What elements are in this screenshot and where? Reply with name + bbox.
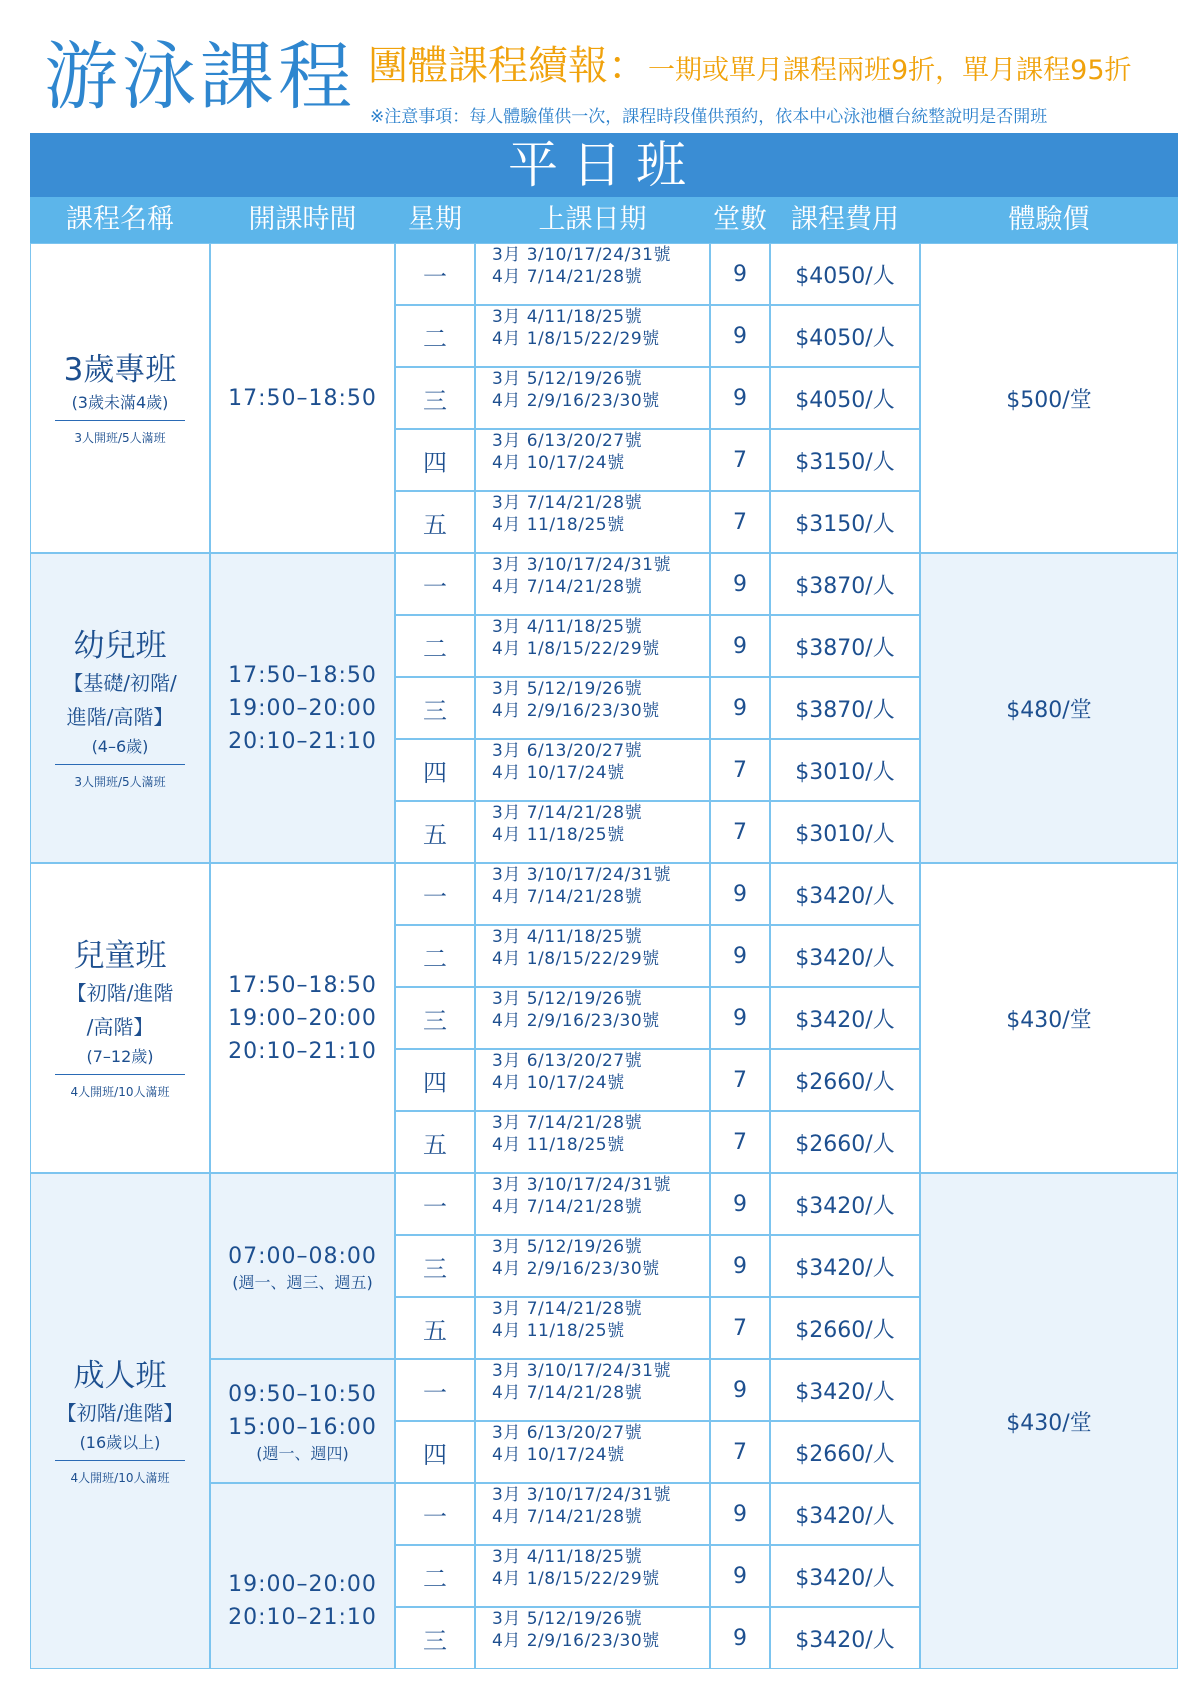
col-dates: 上課日期 bbox=[538, 204, 647, 235]
weekday-cell: 三 bbox=[395, 1235, 475, 1297]
sessions-cell: 9 bbox=[710, 1545, 770, 1607]
col-trial: 體驗價 bbox=[1008, 204, 1090, 235]
dates-march: 3月 7/14/21/28號 bbox=[492, 1299, 643, 1319]
fee-cell: $3010/人 bbox=[770, 801, 920, 863]
dates-march: 3月 7/14/21/28號 bbox=[492, 803, 643, 823]
fee-cell: $3420/人 bbox=[770, 1545, 920, 1607]
weekday-cell: 三 bbox=[395, 1607, 475, 1669]
class-time-cell bbox=[210, 1483, 395, 1669]
course-level: /高階】 bbox=[86, 1015, 154, 1039]
dates-march: 3月 6/13/20/27號 bbox=[492, 1051, 643, 1071]
course-age: (16歲以上) bbox=[79, 1433, 161, 1452]
dates-april: 4月 1/8/15/22/29號 bbox=[492, 949, 660, 969]
class-time: 17:50–18:50 bbox=[228, 972, 377, 998]
course-capacity: 4人開班/10人滿班 bbox=[70, 1471, 170, 1485]
promo-detail: 一期或單月課程兩班9折，單月課程95折 bbox=[648, 55, 1132, 86]
weekday-cell: 二 bbox=[395, 925, 475, 987]
weekday-cell: 五 bbox=[395, 491, 475, 553]
dates-march: 3月 6/13/20/27號 bbox=[492, 741, 643, 761]
class-time: 19:00–20:00 bbox=[228, 1005, 377, 1031]
course-level: 進階/高階】 bbox=[66, 705, 174, 729]
divider bbox=[55, 1460, 185, 1461]
fee-cell: $3150/人 bbox=[770, 429, 920, 491]
class-time-cell bbox=[210, 553, 395, 863]
sessions-cell: 7 bbox=[710, 1111, 770, 1173]
weekday-cell: 一 bbox=[395, 1359, 475, 1421]
dates-march: 3月 7/14/21/28號 bbox=[492, 493, 643, 513]
dates-april: 4月 2/9/16/23/30號 bbox=[492, 701, 660, 721]
dates-april: 4月 10/17/24號 bbox=[492, 763, 625, 783]
dates-march: 3月 3/10/17/24/31號 bbox=[492, 555, 671, 575]
fee-cell: $3420/人 bbox=[770, 1483, 920, 1545]
dates-cell bbox=[475, 615, 710, 677]
trial-price-cell: $480/堂 bbox=[920, 553, 1178, 863]
dates-cell bbox=[475, 1297, 710, 1359]
fee-cell: $4050/人 bbox=[770, 305, 920, 367]
sessions-cell: 9 bbox=[710, 615, 770, 677]
table-header bbox=[30, 197, 1178, 243]
sessions-cell: 9 bbox=[710, 1235, 770, 1297]
weekday-cell: 二 bbox=[395, 305, 475, 367]
fee-cell: $4050/人 bbox=[770, 243, 920, 305]
dates-cell bbox=[475, 1421, 710, 1483]
weekday-cell: 一 bbox=[395, 243, 475, 305]
fee-cell: $3870/人 bbox=[770, 615, 920, 677]
dates-cell bbox=[475, 1173, 710, 1235]
class-time: 07:00–08:00 bbox=[228, 1243, 377, 1269]
dates-march: 3月 5/12/19/26號 bbox=[492, 1609, 643, 1629]
class-time: 20:10–21:10 bbox=[228, 1605, 377, 1630]
divider bbox=[55, 764, 185, 765]
course-age: (7–12歲) bbox=[86, 1047, 154, 1066]
dates-march: 3月 6/13/20/27號 bbox=[492, 1423, 643, 1443]
fee-cell: $4050/人 bbox=[770, 367, 920, 429]
sessions-cell: 9 bbox=[710, 925, 770, 987]
dates-march: 3月 7/14/21/28號 bbox=[492, 1113, 643, 1133]
weekday-cell: 三 bbox=[395, 677, 475, 739]
weekday-cell: 一 bbox=[395, 1173, 475, 1235]
course-name-cell bbox=[30, 863, 210, 1173]
dates-cell bbox=[475, 553, 710, 615]
notice-text: ※注意事項：每人體驗僅供一次，課程時段僅供預約，依本中心泳池櫃台統整說明是否開班 bbox=[370, 107, 1048, 127]
class-time: 20:10–21:10 bbox=[228, 1038, 377, 1064]
sessions-cell: 7 bbox=[710, 801, 770, 863]
divider bbox=[55, 420, 185, 421]
dates-cell bbox=[475, 739, 710, 801]
fee-cell: $3420/人 bbox=[770, 1173, 920, 1235]
dates-march: 3月 6/13/20/27號 bbox=[492, 431, 643, 451]
col-fee: 課程費用 bbox=[791, 204, 899, 235]
sessions-cell: 7 bbox=[710, 429, 770, 491]
class-time: 19:00–20:00 bbox=[228, 1572, 377, 1597]
class-time-cell bbox=[210, 863, 395, 1173]
dates-cell bbox=[475, 1049, 710, 1111]
col-weekday: 星期 bbox=[408, 204, 462, 235]
dates-march: 3月 3/10/17/24/31號 bbox=[492, 1361, 671, 1381]
dates-cell bbox=[475, 987, 710, 1049]
dates-cell bbox=[475, 491, 710, 553]
weekday-cell: 五 bbox=[395, 1111, 475, 1173]
trial-price-cell: $430/堂 bbox=[920, 1173, 1178, 1669]
dates-april: 4月 2/9/16/23/30號 bbox=[492, 1011, 660, 1031]
dates-march: 3月 4/11/18/25號 bbox=[492, 617, 643, 637]
sessions-cell: 7 bbox=[710, 1297, 770, 1359]
class-time-cell bbox=[210, 243, 395, 553]
schedule-table bbox=[30, 243, 1178, 1703]
weekday-cell: 四 bbox=[395, 739, 475, 801]
dates-cell bbox=[475, 305, 710, 367]
trial-price-cell: $430/堂 bbox=[920, 863, 1178, 1173]
col-sessions: 堂數 bbox=[713, 204, 767, 235]
dates-cell bbox=[475, 1111, 710, 1173]
sessions-cell: 7 bbox=[710, 1049, 770, 1111]
dates-april: 4月 1/8/15/22/29號 bbox=[492, 639, 660, 659]
course-capacity: 4人開班/10人滿班 bbox=[70, 1085, 170, 1099]
dates-march: 3月 4/11/18/25號 bbox=[492, 307, 643, 327]
dates-cell bbox=[475, 1545, 710, 1607]
dates-april: 4月 11/18/25號 bbox=[492, 515, 625, 535]
sessions-cell: 9 bbox=[710, 677, 770, 739]
class-time: 09:50–10:50 bbox=[228, 1382, 377, 1407]
dates-april: 4月 10/17/24號 bbox=[492, 453, 625, 473]
fee-cell: $3420/人 bbox=[770, 925, 920, 987]
weekday-cell: 一 bbox=[395, 1483, 475, 1545]
weekday-cell: 五 bbox=[395, 1297, 475, 1359]
dates-cell bbox=[475, 925, 710, 987]
dates-april: 4月 10/17/24號 bbox=[492, 1073, 625, 1093]
dates-cell bbox=[475, 429, 710, 491]
sessions-cell: 9 bbox=[710, 863, 770, 925]
weekday-cell: 一 bbox=[395, 863, 475, 925]
dates-cell bbox=[475, 1359, 710, 1421]
course-name-cell bbox=[30, 553, 210, 863]
class-time-cell bbox=[210, 1359, 395, 1483]
dates-april: 4月 7/14/21/28號 bbox=[492, 1507, 643, 1527]
sessions-cell: 9 bbox=[710, 1483, 770, 1545]
dates-march: 3月 3/10/17/24/31號 bbox=[492, 245, 671, 265]
divider bbox=[55, 1074, 185, 1075]
class-time-cell bbox=[210, 1173, 395, 1359]
class-time-note: (週一、週三、週五) bbox=[232, 1272, 373, 1292]
class-time: 17:50–18:50 bbox=[228, 662, 377, 688]
course-level: 【初階/進階】 bbox=[56, 1401, 184, 1425]
dates-april: 4月 2/9/16/23/30號 bbox=[492, 391, 660, 411]
course-name: 成人班 bbox=[73, 1358, 167, 1394]
class-time: 20:10–21:10 bbox=[228, 728, 377, 754]
sessions-cell: 9 bbox=[710, 1173, 770, 1235]
dates-march: 3月 4/11/18/25號 bbox=[492, 1547, 643, 1567]
course-level: 【初階/進階 bbox=[66, 981, 174, 1005]
fee-cell: $3010/人 bbox=[770, 739, 920, 801]
fee-cell: $2660/人 bbox=[770, 1049, 920, 1111]
course-capacity: 3人開班/5人滿班 bbox=[74, 775, 166, 789]
dates-april: 4月 7/14/21/28號 bbox=[492, 1197, 643, 1217]
fee-cell: $3420/人 bbox=[770, 1359, 920, 1421]
fee-cell: $2660/人 bbox=[770, 1111, 920, 1173]
weekday-cell: 五 bbox=[395, 801, 475, 863]
weekday-cell: 四 bbox=[395, 429, 475, 491]
dates-march: 3月 5/12/19/26號 bbox=[492, 369, 643, 389]
dates-march: 3月 5/12/19/26號 bbox=[492, 679, 643, 699]
fee-cell: $3420/人 bbox=[770, 987, 920, 1049]
weekday-cell: 三 bbox=[395, 987, 475, 1049]
dates-april: 4月 7/14/21/28號 bbox=[492, 887, 643, 907]
col-time: 開課時間 bbox=[248, 204, 357, 235]
sessions-cell: 9 bbox=[710, 243, 770, 305]
dates-march: 3月 3/10/17/24/31號 bbox=[492, 865, 671, 885]
fee-cell: $2660/人 bbox=[770, 1421, 920, 1483]
col-course-name: 課程名稱 bbox=[66, 204, 174, 235]
weekday-cell: 四 bbox=[395, 1049, 475, 1111]
dates-cell bbox=[475, 1235, 710, 1297]
sessions-cell: 7 bbox=[710, 491, 770, 553]
dates-cell bbox=[475, 243, 710, 305]
weekday-cell: 三 bbox=[395, 367, 475, 429]
dates-april: 4月 7/14/21/28號 bbox=[492, 577, 643, 597]
page-title: 游泳課程 bbox=[44, 34, 356, 120]
dates-april: 4月 2/9/16/23/30號 bbox=[492, 1631, 660, 1651]
course-age: (4–6歲) bbox=[91, 737, 149, 756]
weekday-cell: 二 bbox=[395, 615, 475, 677]
course-name-cell bbox=[30, 1173, 210, 1669]
sessions-cell: 9 bbox=[710, 553, 770, 615]
class-time: 15:00–16:00 bbox=[228, 1415, 377, 1440]
trial-price-cell: $500/堂 bbox=[920, 243, 1178, 553]
fee-cell: $3420/人 bbox=[770, 863, 920, 925]
dates-april: 4月 11/18/25號 bbox=[492, 1321, 625, 1341]
course-name: 兒童班 bbox=[73, 938, 167, 974]
sessions-cell: 9 bbox=[710, 1359, 770, 1421]
course-name: 幼兒班 bbox=[73, 628, 167, 664]
fee-cell: $3420/人 bbox=[770, 1607, 920, 1669]
dates-cell bbox=[475, 677, 710, 739]
promo-label: 團體課程續報： bbox=[368, 43, 648, 89]
course-capacity: 3人開班/5人滿班 bbox=[74, 431, 166, 445]
dates-april: 4月 10/17/24號 bbox=[492, 1445, 625, 1465]
class-time: 17:50–18:50 bbox=[228, 385, 377, 411]
sessions-cell: 9 bbox=[710, 1607, 770, 1669]
dates-march: 3月 3/10/17/24/31號 bbox=[492, 1175, 671, 1195]
dates-march: 3月 5/12/19/26號 bbox=[492, 1237, 643, 1257]
dates-cell bbox=[475, 367, 710, 429]
dates-april: 4月 7/14/21/28號 bbox=[492, 1383, 643, 1403]
weekday-cell: 四 bbox=[395, 1421, 475, 1483]
dates-april: 4月 1/8/15/22/29號 bbox=[492, 329, 660, 349]
course-level: 【基礎/初階/ bbox=[63, 671, 177, 695]
weekday-cell: 一 bbox=[395, 553, 475, 615]
dates-march: 3月 5/12/19/26號 bbox=[492, 989, 643, 1009]
promo-text bbox=[368, 43, 1132, 89]
fee-cell: $3870/人 bbox=[770, 677, 920, 739]
fee-cell: $2660/人 bbox=[770, 1297, 920, 1359]
dates-cell bbox=[475, 1607, 710, 1669]
dates-cell bbox=[475, 863, 710, 925]
fee-cell: $3420/人 bbox=[770, 1235, 920, 1297]
fee-cell: $3870/人 bbox=[770, 553, 920, 615]
sessions-cell: 9 bbox=[710, 987, 770, 1049]
sessions-cell: 7 bbox=[710, 739, 770, 801]
course-age: (3歲未滿4歲) bbox=[71, 393, 169, 412]
class-time-note: (週一、週四) bbox=[256, 1444, 349, 1463]
dates-april: 4月 11/18/25號 bbox=[492, 1135, 625, 1155]
dates-april: 4月 2/9/16/23/30號 bbox=[492, 1259, 660, 1279]
class-time: 19:00–20:00 bbox=[228, 695, 377, 721]
dates-april: 4月 11/18/25號 bbox=[492, 825, 625, 845]
weekday-cell: 二 bbox=[395, 1545, 475, 1607]
sessions-cell: 7 bbox=[710, 1421, 770, 1483]
dates-april: 4月 7/14/21/28號 bbox=[492, 267, 643, 287]
sessions-cell: 9 bbox=[710, 305, 770, 367]
dates-march: 3月 4/11/18/25號 bbox=[492, 927, 643, 947]
section-banner: 平日班 bbox=[30, 133, 1178, 197]
dates-march: 3月 3/10/17/24/31號 bbox=[492, 1485, 671, 1505]
dates-april: 4月 1/8/15/22/29號 bbox=[492, 1569, 660, 1589]
sessions-cell: 9 bbox=[710, 367, 770, 429]
course-name-cell bbox=[30, 243, 210, 553]
course-name: 3歲專班 bbox=[63, 352, 177, 388]
dates-cell bbox=[475, 801, 710, 863]
dates-cell bbox=[475, 1483, 710, 1545]
fee-cell: $3150/人 bbox=[770, 491, 920, 553]
